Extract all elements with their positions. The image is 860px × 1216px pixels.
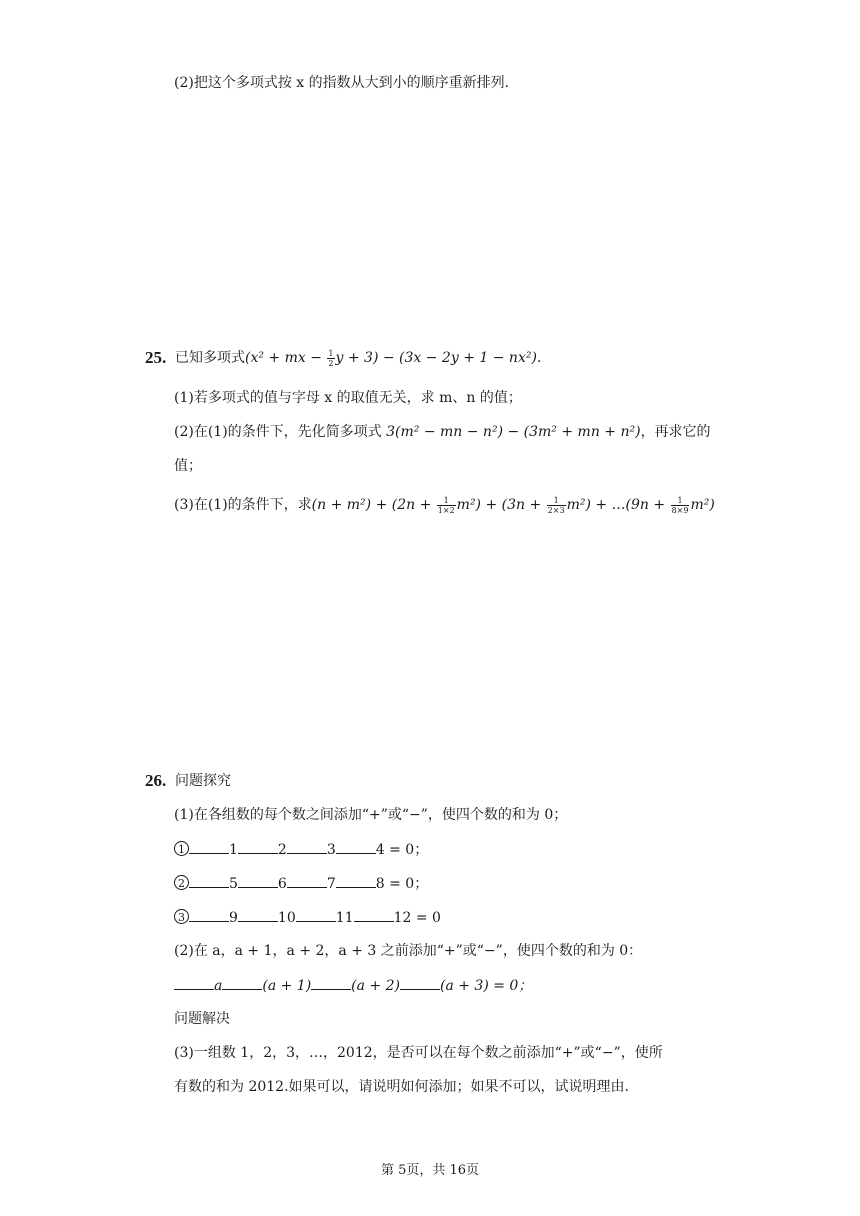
q26-number: 26. [145, 771, 167, 790]
q25-part2-continued: 值； [174, 458, 202, 474]
row1-num-c: 3 [326, 842, 336, 858]
q25-part3-term4: m²) [690, 497, 715, 513]
answer-blank[interactable] [174, 975, 214, 990]
q25-part3-prefix: (3)在(1)的条件下，求 [174, 497, 312, 513]
q25-stem-fraction: $\frac{1}{2}$ [328, 348, 334, 368]
part2-term-c: (a + 2) [351, 978, 400, 994]
circled-number-3: 3 [174, 909, 189, 924]
answer-blank[interactable] [336, 873, 376, 888]
q25-part3-fraction1: $\frac{1}{1\times 2}$ [437, 495, 455, 515]
q26-row3 [174, 907, 441, 928]
q25-stem-expr-a: (x² + mx − [245, 350, 327, 366]
q25-part2-expr: 3(m² − mn − n²) − (3m² + mn + n²) [386, 424, 641, 440]
q25-number: 25. [145, 348, 167, 367]
row1-num-a: 1 [229, 842, 238, 858]
row2-num-c: 7 [326, 876, 336, 892]
row3-num-a: 9 [229, 910, 238, 926]
row2-num-d: 8 = 0； [375, 876, 429, 892]
q26-part3-line1: (3)一组数 1，2，3，…，2012，是否可以在每个数之前添加“+”或“−”，使所 [174, 1045, 663, 1061]
part2-term-b: (a + 1) [262, 978, 312, 994]
answer-blank[interactable] [222, 975, 262, 990]
part2-term-a: a [214, 978, 223, 994]
answer-blank[interactable] [189, 907, 229, 922]
q26-part3-line2: 有数的和为 2012.如果可以，请说明如何添加；如果不可以，试说明理由. [174, 1079, 629, 1095]
q25-part3-term1: (n + m²) + (2n + [311, 497, 436, 513]
row1-num-d: 4 = 0； [375, 842, 429, 858]
q25-stem-expr-b: y + 3) − (3x − 2y + 1 − nx²). [335, 350, 542, 366]
answer-blank[interactable] [189, 873, 229, 888]
answer-blank[interactable] [287, 839, 327, 854]
q25-part1: (1)若多项式的值与字母 x 的取值无关，求 m、n 的值； [174, 390, 522, 406]
q25-stem [175, 348, 541, 368]
answer-blank[interactable] [296, 907, 336, 922]
answer-blank[interactable] [287, 873, 327, 888]
q25-part2-suffix: ，再求它的 [640, 424, 711, 440]
q25-stem-prefix: 已知多项式 [175, 350, 245, 366]
answer-blank[interactable] [238, 907, 278, 922]
q25-part2-prefix: (2)在(1)的条件下，先化简多项式 [174, 424, 387, 440]
q25-part3-fraction2: $\frac{1}{2\times 3}$ [547, 495, 565, 515]
answer-blank[interactable] [311, 975, 351, 990]
answer-blank[interactable] [354, 907, 394, 922]
row2-num-a: 5 [229, 876, 238, 892]
circled-number-1: 1 [174, 841, 189, 856]
q26-part2-row [174, 975, 532, 996]
answer-blank[interactable] [189, 839, 229, 854]
row3-num-c: 11 [335, 910, 354, 926]
q25-part2 [174, 422, 711, 442]
answer-blank[interactable] [336, 839, 376, 854]
answer-blank[interactable] [400, 975, 440, 990]
q25-part3-fraction3: $\frac{1}{8\times 9}$ [671, 495, 689, 515]
circled-number-2: 2 [174, 875, 189, 890]
page-footer: 第 5页，共 16页 [380, 1163, 480, 1178]
row3-num-b: 10 [277, 910, 296, 926]
answer-blank[interactable] [238, 839, 278, 854]
q26-title: 问题探究 [175, 773, 231, 789]
q26-row2 [174, 873, 428, 894]
q25-part3 [174, 495, 715, 515]
q26-row1 [174, 839, 428, 860]
q25-part3-term2: m²) + (3n + [456, 497, 546, 513]
q26-part2: (2)在 a，a + 1，a + 2，a + 3 之前添加“+”或“−”，使四个数的和为 0： [174, 943, 643, 959]
answer-blank[interactable] [238, 873, 278, 888]
q24-part2: (2)把这个多项式按 x 的指数从大到小的顺序重新排列. [174, 75, 510, 91]
q26-subtitle: 问题解决 [174, 1011, 230, 1027]
q25-part3-term3: m²) + …(9n + [566, 497, 670, 513]
q26-part1: (1)在各组数的每个数之间添加“+”或“−”，使四个数的和为 0； [174, 807, 568, 823]
part2-term-d: (a + 3) = 0； [439, 978, 533, 994]
row3-num-d: 12 = 0 [393, 910, 441, 926]
row1-num-b: 2 [277, 842, 287, 858]
row2-num-b: 6 [277, 876, 287, 892]
